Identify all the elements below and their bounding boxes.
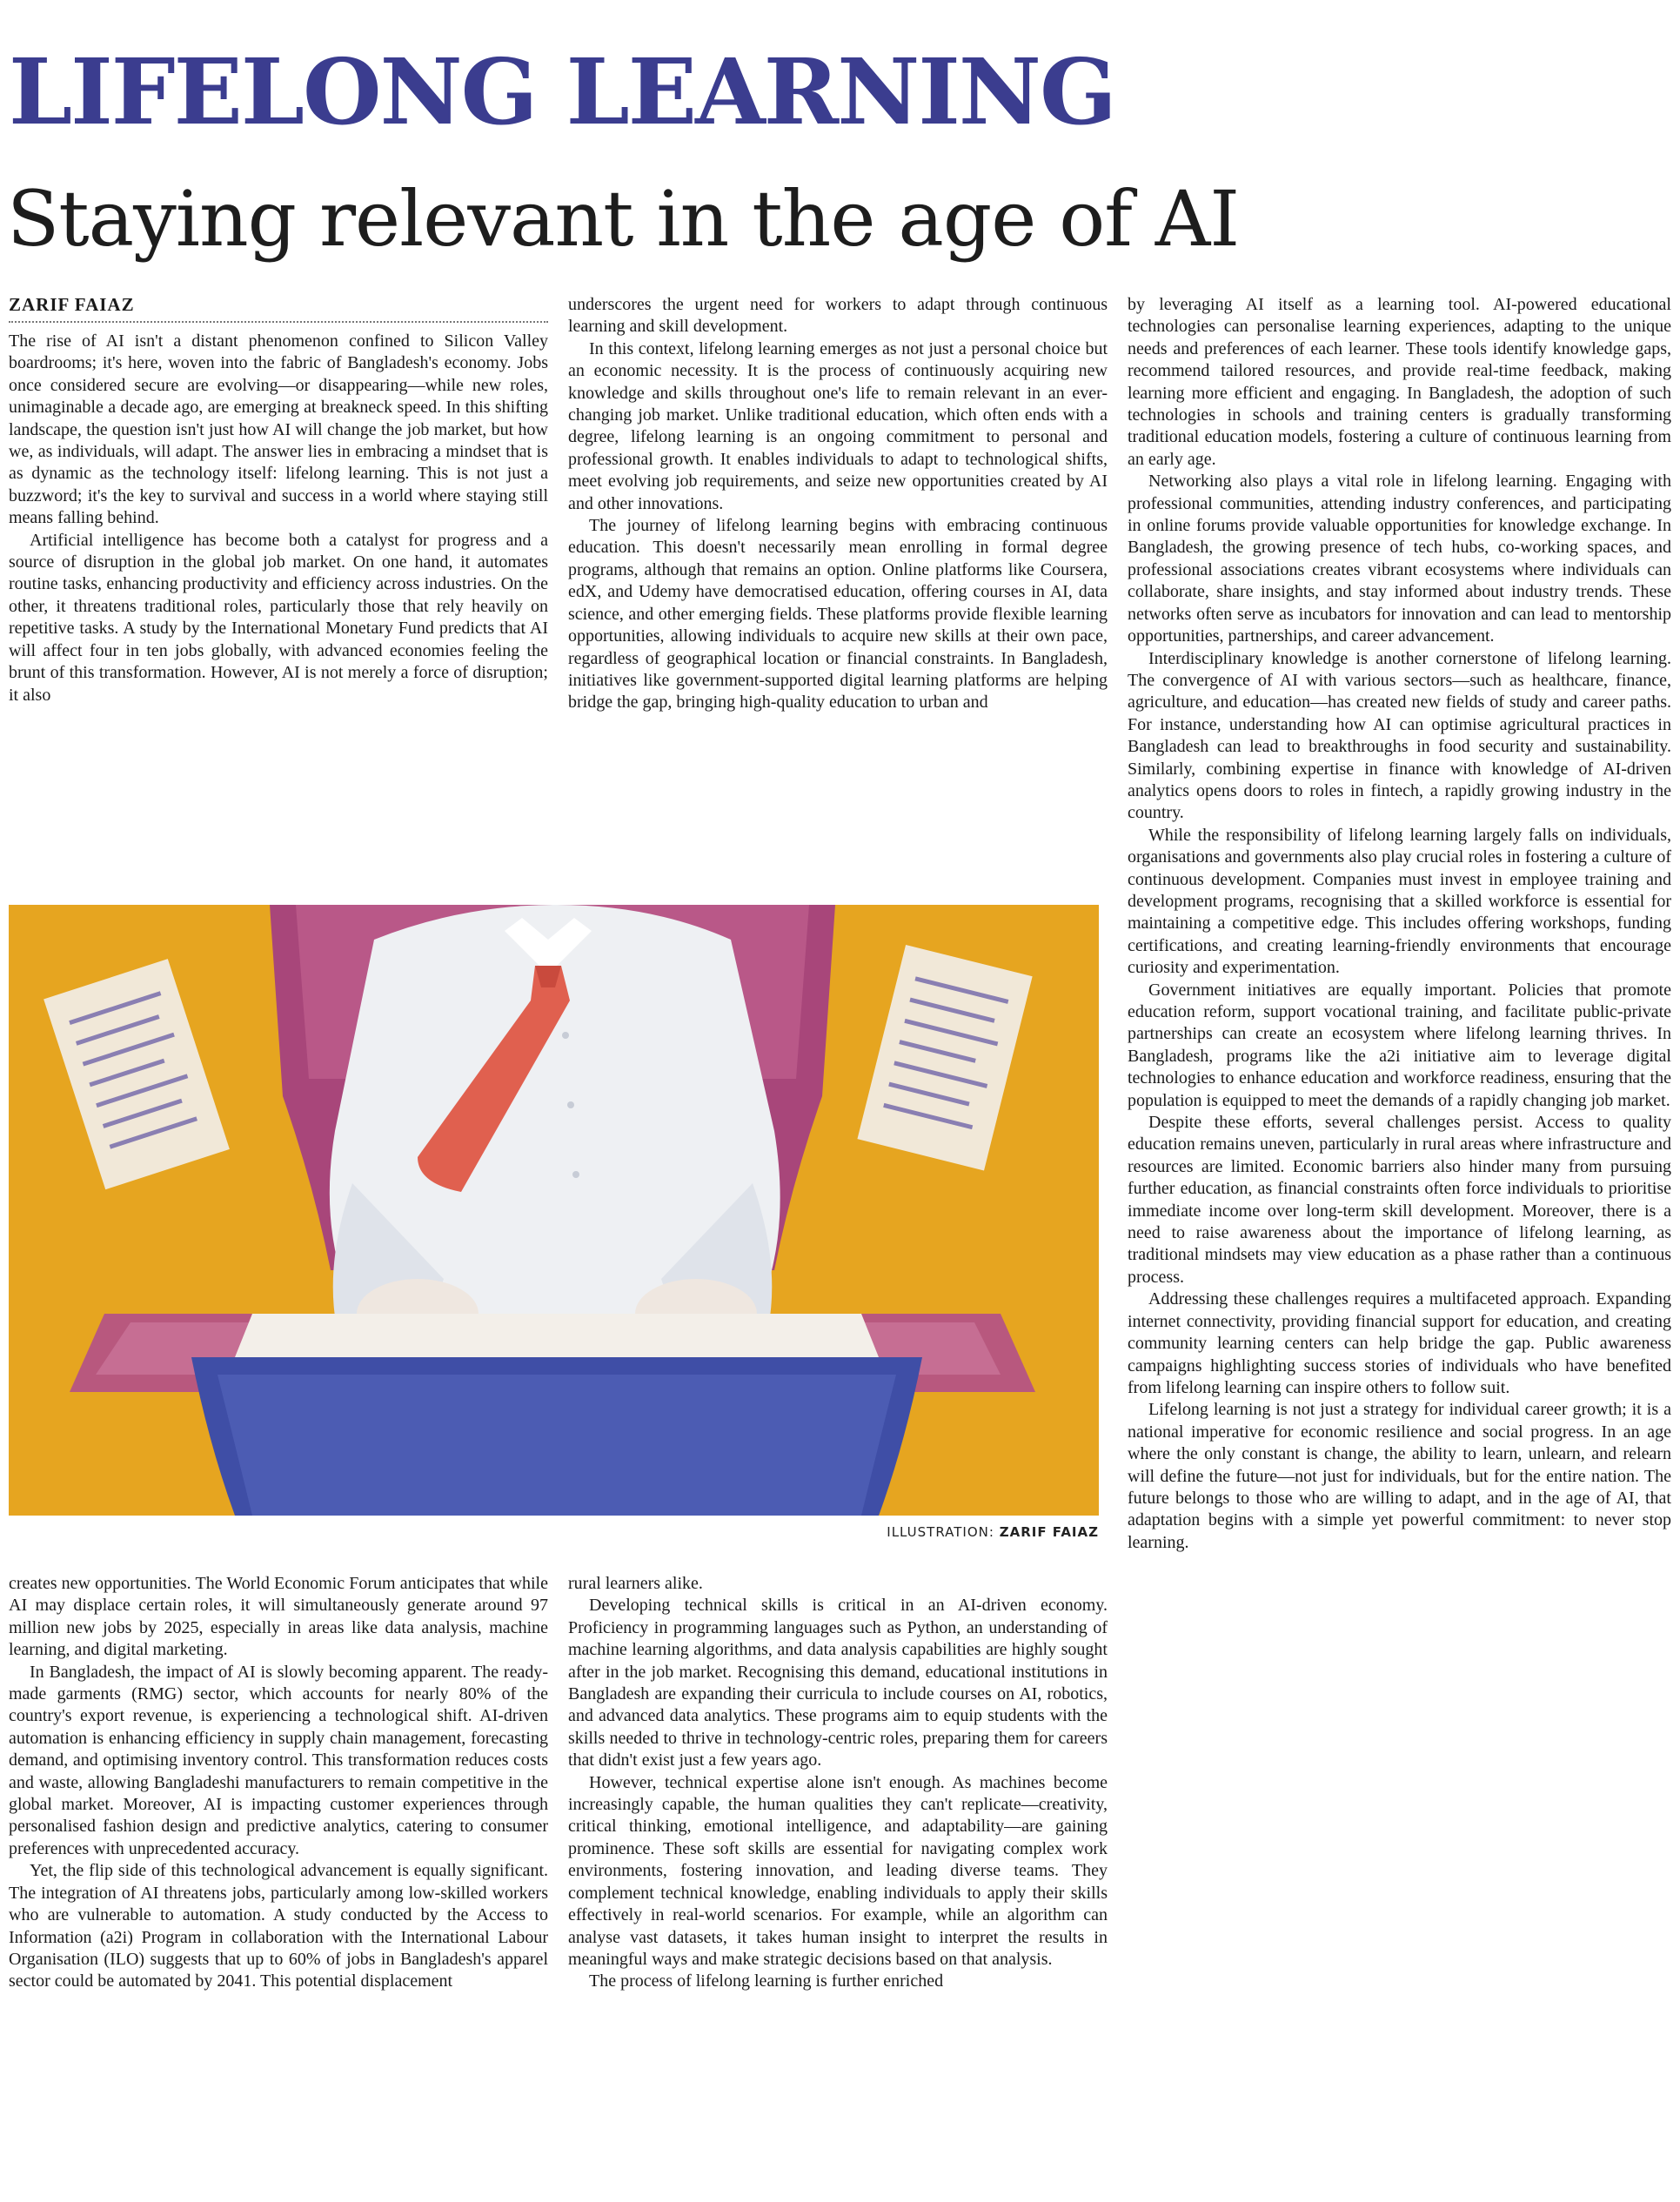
- paragraph: Developing technical skills is critical in an AI-driven economy. Proficiency in programming languages such as Python, an understanding of machine learning algorithms, and data analysis capabilities are highly sought after in the job market. Recognising this demand, educational institutions in Bangladesh are expanding their curricula to include courses on AI, robotics, and advanced data analytics. These programs aim to equip students with the skills needed to thrive in technology-centric roles, preparing them for careers that didn't exist just a few years ago.: [568, 1596, 1108, 1770]
- column-2-top: [568, 294, 1108, 874]
- paragraph: underscores the urgent need for workers to adapt through continuous learning and skill development.: [568, 295, 1108, 337]
- paragraph: Addressing these challenges requires a multifaceted approach. Expanding internet connectivity, providing financial support for education, and creating community learning centers can help bridge the gap. Public awareness campaigns highlighting success stories of individuals who have benefited from lifelong learning can inspire others to follow suit.: [1128, 1289, 1671, 1397]
- paragraph: Despite these efforts, several challenges persist. Access to quality education remains uneven, particularly in rural areas where infrastructure and resources are limited. Economic barriers also hinder many from pursuing further education, as financial constraints often force individuals to prioritise immediate income over long-term skill development. Moreover, there is a need to raise awareness about the importance of lifelong learning, as traditional mindsets may view education as a phase rather than a continuous process.: [1128, 1113, 1671, 1287]
- illustration: [9, 905, 1099, 1516]
- paragraph: Yet, the flip side of this technological advancement is equally significant. The integration of AI threatens jobs, particularly among low-skilled workers who are vulnerable to automation. A study conducted by the Access to Information (a2i) Program in collaboration with the International Labour Organisation (ILO) suggests that up to 60% of jobs in Bangladesh's apparel sector could be automated by 2041. This potential displacement: [9, 1861, 548, 1991]
- paragraph: rural learners alike.: [568, 1574, 703, 1593]
- column-1-top: [9, 331, 548, 874]
- paragraph: Artificial intelligence has become both a catalyst for progress and a source of disruption in the global job market. On one hand, it automates routine tasks, enhancing productivity and efficiency across industries. On the other, it threatens traditional roles, particularly those that rely heavily on repetitive tasks. A study by the International Monetary Fund predicts that AI will affect four in ten jobs globally, with advanced economies feeling the brunt of this transformation. However, AI is not merely a force of disruption; it also: [9, 530, 548, 705]
- kicker-title: LIFELONG LEARNING: [9, 38, 1115, 145]
- credit-label: ILLUSTRATION:: [887, 1524, 994, 1540]
- column-2-bottom: [568, 1573, 1108, 2197]
- paragraph: However, technical expertise alone isn't enough. As machines become increasingly capable, the human qualities they can't replicate—creativity, critical thinking, emotional intelligence, and adaptability—are gaining prominence. These soft skills are essential for navigating complex work environments, fostering innovation, and leading diverse teams. They complement technical knowledge, enabling individuals to apply their skills effectively in real-world scenarios. For example, while an algorithm can analyse vast datasets, it takes human insight to interpret the results in meaningful ways and make strategic decisions based on that analysis.: [568, 1772, 1108, 1969]
- headline: Staying relevant in the age of AI: [7, 174, 1240, 264]
- paragraph: The process of lifelong learning is further enriched: [589, 1971, 944, 1991]
- illustration-credit: [853, 1524, 1099, 1540]
- paragraph: creates new opportunities. The World Economic Forum anticipates that while AI may displace certain roles, it will simultaneously generate around 97 million new jobs by 2025, especially in areas like data analysis, machine learning, and digital marketing.: [9, 1574, 548, 1660]
- paragraph: In Bangladesh, the impact of AI is slowly becoming apparent. The ready-made garments (RMG) sector, which accounts for nearly 80% of the country's export revenue, is experiencing a technological shift. AI-driven automation is enhancing efficiency in supply chain management, forecasting demand, and optimising inventory control. This transformation reduces costs and waste, allowing Bangladeshi manufacturers to remain competitive in the global market. Moreover, AI is impacting customer experiences through personalised fashion design and predictive analytics, catering to consumer preferences with unprecedented accuracy.: [9, 1662, 548, 1858]
- paragraph: Lifelong learning is not just a strategy for individual career growth; it is a national imperative for economic resilience and social progress. In an age where the only constant is change, the ability to learn, unlearn, and relearn will define the future—not just for individuals, but for the entire nation. The future belongs to those who are willing to adapt, and in the age of AI, that adaptation begins with a simple yet powerful commitment: to never stop learning.: [1128, 1400, 1671, 1552]
- byline: ZARIF FAIAZ: [9, 291, 548, 323]
- credit-name: ZARIF FAIAZ: [999, 1524, 1099, 1540]
- column-3: [1128, 294, 1671, 2195]
- paragraph: The journey of lifelong learning begins with embracing continuous education. This doesn't necessarily mean enrolling in formal degree programs, although that remains an option. Online platforms like Coursera, edX, and Udemy have democratised education, offering courses in AI, data science, and other emerging fields. These platforms provide flexible learning opportunities, allowing individuals to acquire new skills at their own pace, regardless of geographical location or financial constraints. In Bangladesh, initiatives like government-supported digital learning platforms are helping bridge the gap, bringing high-quality education to urban and: [568, 516, 1108, 713]
- column-1-bottom: [9, 1573, 548, 2197]
- paragraph: Networking also plays a vital role in lifelong learning. Engaging with professional communities, attending industry conferences, and participating in online forums provide valuable opportunities for knowledge exchange. In Bangladesh, the growing presence of tech hubs, co-working spaces, and professional associations creates vibrant ecosystems where individuals can collaborate, share insights, and stay informed about industry trends. These networks often serve as incubators for innovation and can lead to mentorship opportunities, partnerships, and career advancement.: [1128, 472, 1671, 646]
- paragraph: In this context, lifelong learning emerges as not just a personal choice but an economic necessity. It is the process of continuously acquiring new knowledge and skills throughout one's life to remain relevant in an ever-changing job market. Unlike traditional education, which often ends with a degree, lifelong learning is an ongoing commitment to personal and professional growth. It enables individuals to adapt to technological shifts, meet evolving job requirements, and seize new opportunities created by AI and other innovations.: [568, 338, 1108, 513]
- paragraph: Government initiatives are equally important. Policies that promote education reform, support vocational training, and facilitate public-private partnerships can create an ecosystem where lifelong learning thrives. In Bangladesh, programs like the a2i initiative aim to leverage digital technologies to enhance education and workforce readiness, ensuring that the population is equipped to meet the demands of a rapidly changing job market.: [1128, 980, 1671, 1110]
- paragraph: The rise of AI isn't a distant phenomenon confined to Silicon Valley boardrooms; it's here, woven into the fabric of Bangladesh's economy. Jobs once considered secure are evolving—or disappearing—while new roles, unimaginable a decade ago, are emerging at breakneck speed. In this shifting landscape, the question isn't just how AI will change the job market, but how we, as individuals, will adapt. The answer lies in embracing a mindset that is as dynamic as the technology itself: lifelong learning. This is not just a buzzword; it's the key to survival and success in a world where staying still means falling behind.: [9, 331, 548, 528]
- paragraph: Interdisciplinary knowledge is another cornerstone of lifelong learning. The convergence of AI with various sectors—such as healthcare, finance, agriculture, and education—has created new fields of study and career paths. For instance, understanding how AI can optimise agricultural practices in Bangladesh can lead to breakthroughs in food security and sustainability. Similarly, combining expertise in finance with knowledge of AI-driven analytics opens doors to roles in fintech, a rapidly growing industry in the country.: [1128, 648, 1671, 823]
- paragraph: by leveraging AI itself as a learning tool. AI-powered educational technologies can personalise learning experiences, adapting to the unique needs and preferences of each learner. These tools identify knowledge gaps, recommend tailored resources, and provide real-time feedback, making learning more efficient and engaging. In Bangladesh, the adoption of such technologies in schools and training centers is gradually transforming traditional education models, fostering a culture of continuous learning from an early age.: [1128, 295, 1671, 469]
- illustration-artwork: [9, 905, 1099, 1516]
- paragraph: While the responsibility of lifelong learning largely falls on individuals, organisations and governments also play crucial roles in fostering a culture of continuous development. Companies must invest in employee training and development programs, recognising that a skilled workforce is essential for maintaining a competitive edge. This includes offering workshops, funding certifications, and creating learning-friendly environments that encourage curiosity and experimentation.: [1128, 825, 1671, 978]
